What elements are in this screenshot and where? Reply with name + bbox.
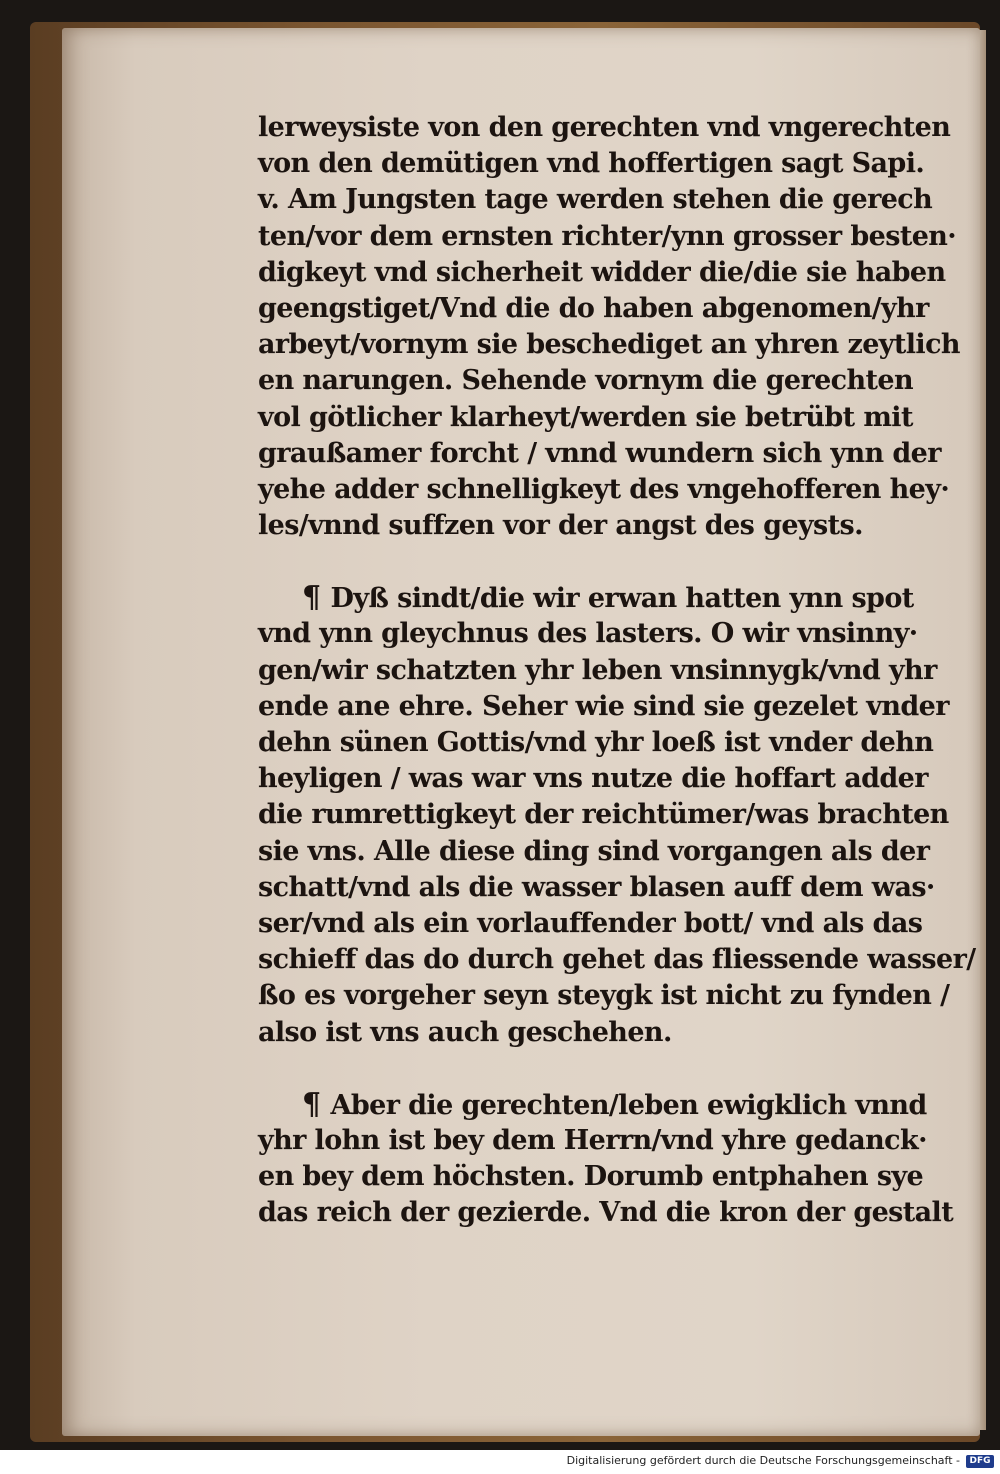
text-line: gen/wir schatzten yhr leben vnsinnygk/vnd yhr	[258, 654, 937, 686]
text-line: heyligen / was war vns nutze die hoffart adder	[258, 763, 928, 795]
text-line: also ist vns auch geschehen.	[258, 1016, 672, 1048]
footer-credit: Digitalisierung gefördert durch die Deutsche Forschungsgemeinschaft -	[566, 1454, 960, 1467]
text-line: das reich der gezierde. Vnd die kron der gestalt	[258, 1197, 954, 1229]
text-line: lerweysiste von den gerechten vnd vngerechten	[258, 112, 951, 143]
text-line: dehn sünen Gottis/vnd yhr loeß ist vnder dehn	[258, 727, 934, 758]
digitization-footer	[0, 1450, 1000, 1474]
text-line: von den demütigen vnd hoffertigen sagt Sapi.	[258, 148, 925, 180]
text-line: v. Am Jungsten tage werden stehen die gerech	[258, 184, 933, 216]
pilcrow-icon: ¶	[302, 1086, 321, 1122]
text-line: vnd ynn gleychnus des lasters. O wir vnsinny·	[258, 618, 918, 650]
text-line: ser/vnd als ein vorlauffender bott/ vnd als das	[258, 907, 923, 939]
text-line: schieff das do durch gehet das fliessende wasser/	[258, 944, 976, 976]
text-line	[258, 1087, 958, 1123]
paragraph-1	[258, 110, 958, 544]
text-line: arbeyt/vornym sie beschediget an yhren zeytlich	[258, 329, 960, 361]
text-line: sie vns. Alle diese ding sind vorgangen als der	[258, 835, 930, 867]
text-line: ende ane ehre. Seher wie sind sie gezelet vnder	[258, 690, 949, 722]
paragraph-gap	[258, 1051, 958, 1087]
text-line	[258, 580, 958, 616]
text-line-content: Dyß sindt/die wir erwan hatten ynn spot	[330, 583, 914, 615]
text-line: yhr lohn ist bey dem Herrn/vnd yhre gedanck·	[258, 1124, 927, 1156]
text-line: ßo es vorgeher seyn steygk ist nicht zu fynden /	[258, 980, 950, 1012]
text-line: en bey dem höchsten. Dorumb entphahen sye	[258, 1161, 924, 1193]
text-line: en narungen. Sehende vornym die gerechten	[258, 365, 914, 397]
text-line: digkeyt vnd sicherheit widder die/die sie haben	[258, 256, 946, 288]
text-line: les/vnnd suffzen vor der angst des geysts.	[258, 510, 863, 542]
dfg-logo-icon: DFG	[966, 1455, 994, 1468]
paragraph-2	[258, 580, 976, 1050]
paragraph-3	[258, 1087, 958, 1232]
paragraph-gap	[258, 544, 958, 580]
text-line: schatt/vnd als die wasser blasen auff dem was·	[258, 871, 935, 903]
text-line: yehe adder schnelligkeyt des vngehofferen hey·	[258, 473, 950, 505]
text-line: die rumrettigkeyt der reichtümer/was brachten	[258, 799, 949, 831]
text-line-content: Aber die gerechten/leben ewigklich vnnd	[330, 1089, 927, 1121]
pilcrow-icon: ¶	[302, 580, 321, 616]
blackletter-text-block	[258, 110, 976, 1231]
text-line: graußamer forcht / vnnd wundern sich ynn der	[258, 437, 941, 469]
text-line: geengstiget/Vnd die do haben abgenomen/yhr	[258, 292, 929, 324]
text-line: vol götlicher klarheyt/werden sie betrübt mit	[258, 401, 913, 433]
text-line: ten/vor dem ernsten richter/ynn grosser besten·	[258, 220, 957, 252]
